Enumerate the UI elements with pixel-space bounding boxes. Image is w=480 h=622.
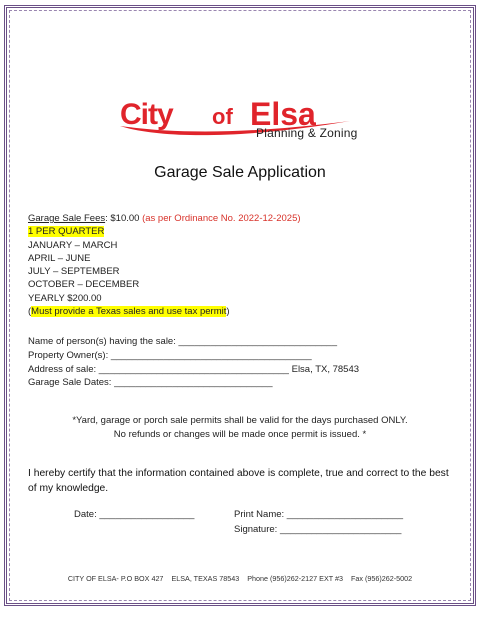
address-field[interactable]: Address of sale: ____________________________________ Elsa, TX, 78543 [28, 363, 360, 375]
per-quarter-badge: 1 PER QUARTER [28, 226, 105, 238]
application-fields [28, 335, 468, 390]
persons-field[interactable]: Name of person(s) having the sale: ______________________________ [28, 336, 337, 347]
per-quarter-line [28, 225, 458, 238]
permit-requirement: Must provide a Texas sales and use tax permit [31, 306, 227, 318]
footer-address: CITY OF ELSA- P.O BOX 427 [67, 574, 164, 583]
dates-field[interactable]: Garage Sale Dates: ______________________________ [28, 377, 273, 389]
logo-city-text: City [120, 98, 173, 131]
footer-fax: Fax (956)262-5002 [351, 574, 413, 583]
footer [0, 574, 480, 583]
permit-line [28, 305, 458, 318]
print-name-field[interactable]: Print Name: ______________________ [234, 509, 404, 520]
logo-subtitle: Planning & Zoning [256, 126, 358, 140]
fees-section [28, 212, 458, 318]
permit-close-paren: ) [226, 306, 230, 318]
quarter-item: JULY – SEPTEMBER [28, 266, 120, 278]
fees-amount: : $10.00 [105, 213, 143, 224]
yearly-fee: YEARLY $200.00 [28, 292, 102, 304]
permit-note [0, 414, 480, 442]
footer-phone: Phone (956)262-2127 EXT #3 [247, 574, 344, 583]
page-title: Garage Sale Application [154, 164, 326, 181]
quarter-item: OCTOBER – DECEMBER [28, 279, 140, 291]
fees-label: Garage Sale Fees [28, 213, 106, 224]
signature-field[interactable]: Signature: _______________________ [234, 524, 402, 535]
fees-line [28, 212, 458, 225]
logo-of-text: of [212, 104, 233, 129]
footer-city: ELSA, TEXAS 78543 [171, 574, 240, 583]
certification-statement: I hereby certify that the information contained above is complete, true and correct to the best of my knowledge. [28, 468, 449, 494]
quarter-item: JANUARY – MARCH [28, 239, 118, 251]
date-field[interactable]: Date: __________________ [74, 509, 195, 520]
logo-elsa-text: Elsa [250, 96, 316, 132]
permit-open-paren: ( [28, 306, 32, 318]
note-line-2: No refunds or changes will be made once permit is issued. * [113, 429, 367, 440]
fees-ordinance: (as per Ordinance No. 2022-12-2025) [142, 213, 301, 224]
city-logo [118, 96, 368, 144]
note-line-1: *Yard, garage or porch sale permits shall be valid for the days purchased ONLY. [72, 415, 408, 426]
owner-field[interactable]: Property Owner(s): ______________________________________ [28, 349, 312, 361]
quarter-item: APRIL – JUNE [28, 252, 91, 264]
